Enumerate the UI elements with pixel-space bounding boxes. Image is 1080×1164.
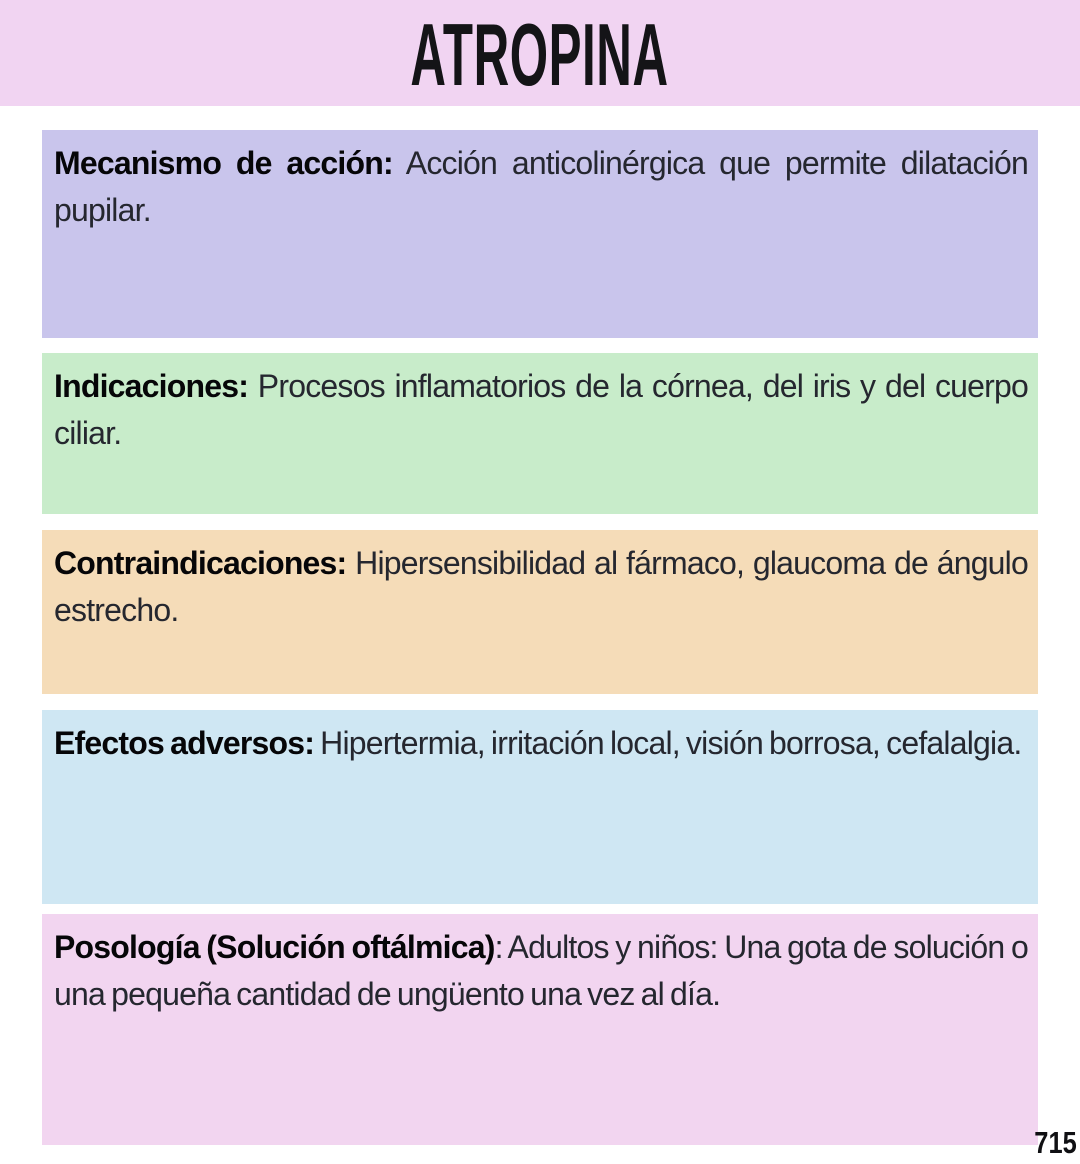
- section-indicaciones: [42, 353, 1038, 514]
- section-text: [54, 140, 1028, 234]
- section-text: [54, 540, 1028, 634]
- section-posologia: [42, 914, 1038, 1145]
- section-text: [54, 924, 1028, 1018]
- page-number: 715: [1034, 1125, 1077, 1160]
- section-body: Hipertermia, irritación local, visión borrosa, cefalalgia.: [314, 725, 1022, 761]
- section-text: [54, 363, 1028, 457]
- section-label: Indicaciones:: [54, 368, 249, 404]
- sections-list: [42, 130, 1038, 1145]
- card-header: [0, 0, 1080, 106]
- section-contraindicaciones: [42, 530, 1038, 694]
- section-mecanismo-de-accion: [42, 130, 1038, 338]
- section-label: Posología (Solución oftálmica): [54, 929, 495, 965]
- section-efectos-adversos: [42, 710, 1038, 904]
- drug-title: ATROPINA: [410, 5, 670, 104]
- section-label: Contraindicaciones:: [54, 545, 347, 581]
- section-text: [54, 720, 1028, 767]
- section-body: Procesos inflamatorios de la córnea, del iris y del cuerpo ciliar.: [54, 368, 1028, 451]
- section-label: Efectos adversos:: [54, 725, 315, 761]
- section-body: Acción anticolinérgica que permite dilatación pupilar.: [54, 145, 1028, 228]
- section-label: Mecanismo de acción:: [54, 145, 393, 181]
- section-body: Hipersensibilidad al fármaco, glaucoma de ángulo estrecho.: [54, 545, 1028, 628]
- section-body: : Adultos y niños: Una gota de solución o una pequeña cantidad de ungüento una vez al día.: [54, 929, 1028, 1012]
